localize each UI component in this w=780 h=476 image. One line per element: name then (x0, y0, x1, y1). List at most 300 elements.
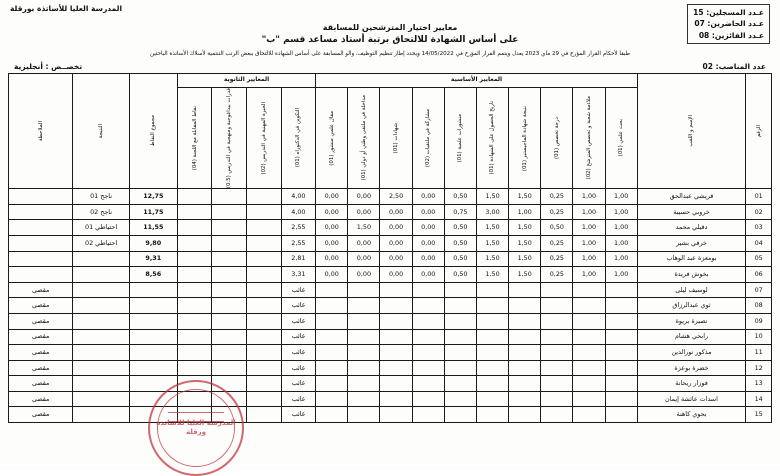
cell-c10: 0,00 (316, 267, 348, 283)
table-row (9, 313, 772, 329)
institution-block (10, 4, 122, 15)
title-line-1: معايير اختيار المترشحين للمسابقة (322, 22, 458, 32)
table-row (9, 204, 772, 220)
cell-remark: مقصى (9, 282, 73, 298)
cell-c3: 0,25 (541, 251, 573, 267)
cell-c7 (412, 345, 444, 361)
cell-num: 07 (746, 282, 772, 298)
cell-c6 (444, 298, 476, 314)
cell-name: لوسيف ليلى (637, 282, 746, 298)
cell-c4 (509, 298, 541, 314)
cell-c3 (541, 376, 573, 392)
cell-c11: غائب (281, 298, 316, 314)
cell-c2 (573, 298, 605, 314)
cell-c7 (412, 329, 444, 345)
cell-c8 (380, 313, 412, 329)
cell-name: بحوي كاهنة (637, 407, 746, 423)
group-secondary: المعايير الثانوية (177, 74, 315, 88)
cell-num: 01 (746, 189, 772, 205)
cell-c4: 1,50 (509, 220, 541, 236)
cell-c12 (247, 298, 282, 314)
cell-c8: 0,00 (380, 235, 412, 251)
cell-remark: مقصى (9, 313, 73, 329)
cell-c12 (247, 204, 282, 220)
th-c6: منشورات علمية (01) (444, 88, 476, 189)
cell-c13 (212, 220, 247, 236)
cell-c11: غائب (281, 391, 316, 407)
group-primary: المعايير الأساسية (316, 74, 638, 88)
table-row (9, 360, 772, 376)
cell-c7 (412, 282, 444, 298)
specialty-row (0, 59, 780, 73)
cell-c13 (212, 298, 247, 314)
table-row (9, 376, 772, 392)
cell-c8: 2,50 (380, 189, 412, 205)
cell-c9: 0,00 (348, 251, 380, 267)
cell-num: 15 (746, 407, 772, 423)
cell-c13 (212, 313, 247, 329)
cell-c9 (348, 360, 380, 376)
cell-total (129, 298, 177, 314)
cell-name: خروبي حسيبة (637, 204, 746, 220)
cell-c12 (247, 189, 282, 205)
cell-c1: 1,00 (605, 189, 637, 205)
cell-name: خضرة بوعزة (637, 360, 746, 376)
cell-result (73, 407, 129, 423)
cell-result (73, 345, 129, 361)
cell-c3 (541, 391, 573, 407)
cell-c8 (380, 360, 412, 376)
count-present: عـدد الحاضرين: 07 (694, 19, 764, 29)
cell-c4: 1,50 (509, 251, 541, 267)
cell-result (73, 251, 129, 267)
cell-num: 12 (746, 360, 772, 376)
institution-name: المدرسة العليا للأساتذة بورقلة (10, 4, 123, 13)
cell-result (73, 376, 129, 392)
cell-c10 (316, 345, 348, 361)
cell-c12 (247, 267, 282, 283)
cell-c1: 1,00 (605, 251, 637, 267)
cell-c3: 0,25 (541, 235, 573, 251)
cell-c12 (247, 313, 282, 329)
cell-remark: مقصى (9, 360, 73, 376)
cell-c14 (177, 251, 212, 267)
cell-c9 (348, 298, 380, 314)
cell-c2 (573, 282, 605, 298)
cell-c6 (444, 360, 476, 376)
cell-total (129, 360, 177, 376)
title-line-2: على أساس الشهادة للالتحاق برتبة أستاذ مساعد قسم "ب" (261, 34, 519, 45)
cell-c13 (212, 189, 247, 205)
cell-c5: 1,50 (476, 189, 508, 205)
cell-c1 (605, 360, 637, 376)
cell-c3 (541, 345, 573, 361)
cell-c14 (177, 282, 212, 298)
cell-c14 (177, 345, 212, 361)
cell-c8 (380, 282, 412, 298)
table-row (9, 189, 772, 205)
cell-total: 12,75 (129, 189, 177, 205)
table-row (9, 282, 772, 298)
cell-name: بخوش فريدة (637, 267, 746, 283)
cell-c2: 1,00 (573, 235, 605, 251)
cell-c12 (247, 407, 282, 423)
cell-c9 (348, 345, 380, 361)
cell-c3: 0,25 (541, 204, 573, 220)
cell-c6 (444, 345, 476, 361)
cell-result: احتياطي 02 (73, 235, 129, 251)
cell-c8: 0,00 (380, 220, 412, 236)
cell-c4 (509, 345, 541, 361)
cell-c2 (573, 329, 605, 345)
cell-num: 13 (746, 376, 772, 392)
cell-total: 11,75 (129, 204, 177, 220)
count-winners: عـدد الفائزين: 08 (698, 30, 764, 40)
cell-c4 (509, 360, 541, 376)
cell-total (129, 376, 177, 392)
cell-c13 (212, 345, 247, 361)
th-c1: بحث علمي (01) (605, 88, 637, 189)
cell-c6: 0,50 (444, 267, 476, 283)
cell-c1: 1,00 (605, 267, 637, 283)
legal-reference: طبقا لأحكام القرار المؤرخ في 29 ماي 2023 يعدل ويتمم القرار المؤرخ في 14/05/2022 ويحدد إطار تنظيم التوظيف، والو المسابقة على أساس الشهادة للالتحاق ببعض الرتب التنتمية لأسلاك الأساتذة الباحثين (149, 51, 631, 58)
cell-c10: 0,00 (316, 189, 348, 205)
cell-c11: غائب (281, 329, 316, 345)
cell-c8: 0,00 (380, 251, 412, 267)
cell-c12 (247, 345, 282, 361)
cell-c6: 0,50 (444, 220, 476, 236)
cell-c4 (509, 282, 541, 298)
cell-c4 (509, 329, 541, 345)
table-row (9, 220, 772, 236)
th-c9: مداخلة في ملتقى وطني أو دولي (01) (348, 88, 380, 189)
cell-c4: 1,50 (509, 267, 541, 283)
cell-name: رابحي هشام (637, 329, 746, 345)
cell-c13 (212, 282, 247, 298)
cell-c12 (247, 360, 282, 376)
cell-c3: 0,50 (541, 220, 573, 236)
cell-c6: 0,75 (444, 204, 476, 220)
cell-remark (9, 189, 73, 205)
cell-c5 (476, 282, 508, 298)
cell-c2: 1,00 (573, 189, 605, 205)
posts-count: عدد المناصب: 02 (702, 62, 766, 72)
th-total: مجموع النقاط (129, 74, 177, 189)
cell-total (129, 391, 177, 407)
cell-c10 (316, 407, 348, 423)
cell-c9: 0,00 (348, 189, 380, 205)
cell-name: بومعزة عبد الوهاب (637, 251, 746, 267)
table-row (9, 251, 772, 267)
cell-c9: 0,00 (348, 235, 380, 251)
th-c3: درجة تخصص (01) (541, 88, 573, 189)
cell-total (129, 407, 177, 423)
counts-box (687, 4, 770, 44)
cell-c3 (541, 407, 573, 423)
table-row (9, 329, 772, 345)
cell-total (129, 345, 177, 361)
cell-total: 11,55 (129, 220, 177, 236)
cell-c5 (476, 313, 508, 329)
cell-c11: غائب (281, 376, 316, 392)
cell-c3 (541, 313, 573, 329)
cell-result (73, 360, 129, 376)
th-c2: ملاءمة شعبة و تخصص المترشح (02) (573, 88, 605, 189)
cell-c13 (212, 391, 247, 407)
cell-c13 (212, 267, 247, 283)
cell-c12 (247, 235, 282, 251)
th-c7: مشاركة في ملتقيات (02) (412, 88, 444, 189)
cell-c12 (247, 282, 282, 298)
cell-c11: 3,31 (281, 267, 316, 283)
table-row (9, 267, 772, 283)
cell-c2 (573, 407, 605, 423)
cell-name: خرفي بشير (637, 235, 746, 251)
cell-c2: 1,00 (573, 251, 605, 267)
cell-c1 (605, 329, 637, 345)
cell-c8: 0,00 (380, 267, 412, 283)
cell-c4: 1,50 (509, 189, 541, 205)
cell-c6 (444, 313, 476, 329)
cell-c5 (476, 360, 508, 376)
cell-c12 (247, 376, 282, 392)
cell-c5 (476, 407, 508, 423)
cell-c1: 1,00 (605, 235, 637, 251)
cell-name: ثوي عبدالرزاق (637, 298, 746, 314)
cell-c1 (605, 345, 637, 361)
cell-c1 (605, 282, 637, 298)
cell-c7: 0,00 (412, 267, 444, 283)
cell-c10: 0,00 (316, 251, 348, 267)
cell-c2: 1,00 (573, 267, 605, 283)
cell-num: 14 (746, 391, 772, 407)
cell-c9 (348, 313, 380, 329)
cell-remark (9, 204, 73, 220)
cell-total: 9,80 (129, 235, 177, 251)
cell-c14 (177, 220, 212, 236)
cell-c10 (316, 282, 348, 298)
cell-c1 (605, 313, 637, 329)
cell-c6: 0,50 (444, 189, 476, 205)
cell-c5: 1,50 (476, 220, 508, 236)
cell-c6: 0,50 (444, 251, 476, 267)
cell-c8: 0,00 (380, 204, 412, 220)
th-c4: نتيجة شهادة الماجيستير (01) (509, 88, 541, 189)
cell-c11: غائب (281, 313, 316, 329)
cell-c3 (541, 282, 573, 298)
cell-name: فوزار ريحانة (637, 376, 746, 392)
document-title (0, 22, 780, 48)
cell-c2 (573, 360, 605, 376)
cell-c1 (605, 298, 637, 314)
cell-c1 (605, 391, 637, 407)
cell-c7 (412, 407, 444, 423)
th-c11: التكوين في الدكتوراه (01) (281, 88, 316, 189)
cell-c9: 0,00 (348, 204, 380, 220)
cell-c4 (509, 313, 541, 329)
cell-remark (9, 220, 73, 236)
cell-c1 (605, 376, 637, 392)
specialty-label: تخصــص : أنجليزية (14, 62, 83, 72)
cell-c13 (212, 376, 247, 392)
cell-c7 (412, 376, 444, 392)
cell-c13 (212, 407, 247, 423)
cell-c6 (444, 282, 476, 298)
count-registered: عـدد المسجلين: 15 (693, 8, 764, 17)
cell-c8 (380, 376, 412, 392)
cell-c5: 1,50 (476, 251, 508, 267)
cell-c10 (316, 298, 348, 314)
th-c14: نقاط المقابلة مع اللجنة (04) (177, 88, 212, 189)
cell-c14 (177, 313, 212, 329)
cell-c12 (247, 391, 282, 407)
cell-c13 (212, 360, 247, 376)
cell-c14 (177, 329, 212, 345)
table-group-header-row (9, 74, 772, 88)
cell-remark: مقصى (9, 407, 73, 423)
cell-remark (9, 235, 73, 251)
stamp-text: المدرسة العليا للأساتذة ورقلة (156, 418, 236, 436)
cell-total (129, 329, 177, 345)
cell-c11: غائب (281, 282, 316, 298)
th-result: النتيجة (73, 74, 129, 189)
cell-c12 (247, 251, 282, 267)
cell-c5 (476, 391, 508, 407)
cell-c14 (177, 407, 212, 423)
cell-c6 (444, 376, 476, 392)
th-c13: قدرات بيداغوجية ومنهجية في التدريس (0.5) (212, 88, 247, 189)
cell-c12 (247, 329, 282, 345)
cell-c1: 1,00 (605, 204, 637, 220)
cell-num: 10 (746, 329, 772, 345)
cell-c8 (380, 391, 412, 407)
cell-c8 (380, 345, 412, 361)
cell-c5: 1,50 (476, 235, 508, 251)
cell-c4: 1,00 (509, 204, 541, 220)
cell-num: 09 (746, 313, 772, 329)
table-row (9, 235, 772, 251)
cell-name: نصيرة بريوة (637, 313, 746, 329)
cell-num: 03 (746, 220, 772, 236)
cell-c3 (541, 329, 573, 345)
cell-c10: 0,00 (316, 235, 348, 251)
cell-c5 (476, 376, 508, 392)
cell-c11: 4,00 (281, 204, 316, 220)
table-row (9, 298, 772, 314)
cell-c1 (605, 407, 637, 423)
cell-remark (9, 251, 73, 267)
cell-remark: مقصى (9, 345, 73, 361)
cell-c10 (316, 360, 348, 376)
cell-c7: 0,00 (412, 251, 444, 267)
cell-c2: 1,00 (573, 204, 605, 220)
cell-c5 (476, 298, 508, 314)
cell-c14 (177, 204, 212, 220)
cell-c9 (348, 407, 380, 423)
cell-c2 (573, 313, 605, 329)
th-c10: مقال علمي منشور (01) (316, 88, 348, 189)
cell-c2: 1,00 (573, 220, 605, 236)
table-row (9, 345, 772, 361)
cell-c8 (380, 329, 412, 345)
cell-c6 (444, 407, 476, 423)
th-c12: الخبرة المهنية في التدريس (02) (247, 88, 282, 189)
cell-c6 (444, 329, 476, 345)
cell-c10 (316, 329, 348, 345)
cell-c7: 0,00 (412, 189, 444, 205)
cell-name: قريشي عبدالحق (637, 189, 746, 205)
results-table-wrap (0, 73, 780, 423)
cell-remark: مقصى (9, 376, 73, 392)
cell-c11: 2,55 (281, 235, 316, 251)
cell-c10 (316, 391, 348, 407)
cell-c2 (573, 391, 605, 407)
cell-c9 (348, 282, 380, 298)
cell-total (129, 313, 177, 329)
th-num: الرقم (746, 74, 772, 189)
cell-c9 (348, 329, 380, 345)
cell-c10: 0,00 (316, 204, 348, 220)
cell-num: 04 (746, 235, 772, 251)
cell-result (73, 329, 129, 345)
cell-c4 (509, 407, 541, 423)
cell-result: ناجح 02 (73, 204, 129, 220)
cell-c2 (573, 376, 605, 392)
th-c8: شهادات (01) (380, 88, 412, 189)
cell-c5 (476, 329, 508, 345)
cell-total: 9,31 (129, 251, 177, 267)
cell-c11: 4,00 (281, 189, 316, 205)
cell-c7 (412, 298, 444, 314)
th-name: الإسم و اللقب (637, 74, 746, 189)
cell-c10: 0,00 (316, 220, 348, 236)
cell-c14 (177, 267, 212, 283)
cell-c14 (177, 235, 212, 251)
cell-c7 (412, 391, 444, 407)
cell-c9: 0,00 (348, 267, 380, 283)
cell-c13 (212, 251, 247, 267)
cell-remark: مقصى (9, 329, 73, 345)
cell-c9: 1,50 (348, 220, 380, 236)
cell-c9 (348, 391, 380, 407)
cell-remark: مقصى (9, 391, 73, 407)
cell-remark (9, 267, 73, 283)
cell-name: اسدات عائشة إيمان (637, 391, 746, 407)
cell-c11: غائب (281, 407, 316, 423)
cell-c3: 0,25 (541, 189, 573, 205)
cell-c6: 0,50 (444, 235, 476, 251)
cell-name: دقيلي محمد (637, 220, 746, 236)
cell-c4 (509, 376, 541, 392)
cell-c11: غائب (281, 360, 316, 376)
cell-c6 (444, 391, 476, 407)
cell-c7 (412, 360, 444, 376)
cell-c10 (316, 313, 348, 329)
cell-c14 (177, 360, 212, 376)
cell-num: 08 (746, 298, 772, 314)
cell-c9 (348, 376, 380, 392)
table-row (9, 407, 772, 423)
cell-c4 (509, 391, 541, 407)
results-table (8, 73, 772, 423)
cell-c5 (476, 345, 508, 361)
cell-name: مذكور نورالدين (637, 345, 746, 361)
cell-c12 (247, 220, 282, 236)
cell-c13 (212, 235, 247, 251)
cell-c14 (177, 298, 212, 314)
cell-c14 (177, 189, 212, 205)
cell-c8 (380, 407, 412, 423)
